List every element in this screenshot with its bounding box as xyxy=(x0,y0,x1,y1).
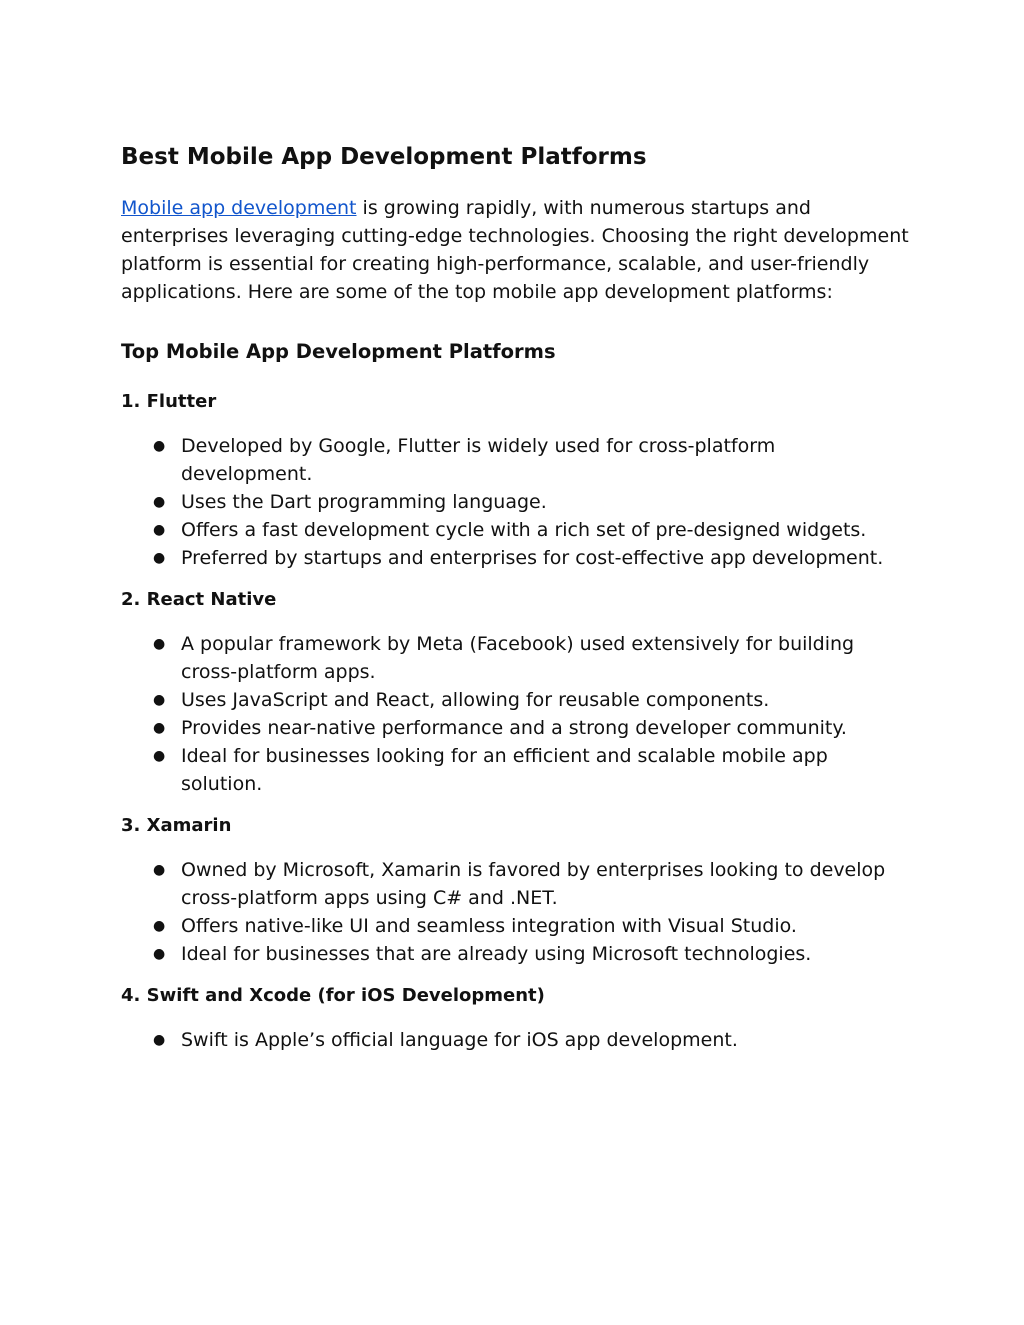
section-heading: 2. React Native xyxy=(121,589,277,610)
bullet-icon: ● xyxy=(153,692,166,708)
bullet-icon: ● xyxy=(153,946,166,962)
section-swift-xcode xyxy=(121,976,911,1054)
list-item-text: Uses the Dart programming language. xyxy=(181,491,547,513)
list-item-text: Owned by Microsoft, Xamarin is favored by enterprises looking to develop cross-platform apps using C# and .NET. xyxy=(181,859,886,909)
list-item-text: Preferred by startups and enterprises for cost-effective app development. xyxy=(181,547,884,569)
list-item-text: Offers native-like UI and seamless integration with Visual Studio. xyxy=(181,915,797,937)
document-page xyxy=(121,130,911,1054)
list-item xyxy=(121,742,911,798)
list-item xyxy=(121,1026,911,1054)
section-flutter xyxy=(121,382,911,572)
section-heading: 3. Xamarin xyxy=(121,815,232,836)
bullet-icon: ● xyxy=(153,438,166,454)
section-react-native xyxy=(121,580,911,798)
page-title: Best Mobile App Development Platforms xyxy=(121,144,647,170)
section-heading: 4. Swift and Xcode (for iOS Development) xyxy=(121,985,545,1006)
intro-text: is growing rapidly, with numerous startups and enterprises leveraging cutting-edge technologies. Choosing the right development platform is essential for creating high-performance, scalable, and user-friendly applications. Here are some of the top mobile app development platforms: xyxy=(121,197,909,303)
mobile-app-development-link[interactable]: Mobile app development xyxy=(121,197,357,219)
bullet-list xyxy=(121,432,911,572)
list-item-text: A popular framework by Meta (Facebook) used extensively for building cross-platform apps. xyxy=(181,633,855,683)
list-item xyxy=(121,516,911,544)
list-item-text: Swift is Apple’s official language for iOS app development. xyxy=(181,1029,738,1051)
section-subtitle: Top Mobile App Development Platforms xyxy=(121,340,556,363)
list-item-text: Offers a fast development cycle with a rich set of pre-designed widgets. xyxy=(181,519,867,541)
bullet-icon: ● xyxy=(153,918,166,934)
list-item xyxy=(121,544,911,572)
bullet-list xyxy=(121,856,911,968)
bullet-icon: ● xyxy=(153,494,166,510)
bullet-icon: ● xyxy=(153,522,166,538)
bullet-icon: ● xyxy=(153,1032,166,1048)
list-item-text: Uses JavaScript and React, allowing for reusable components. xyxy=(181,689,770,711)
section-xamarin xyxy=(121,806,911,968)
bullet-icon: ● xyxy=(153,636,166,652)
list-item xyxy=(121,714,911,742)
bullet-icon: ● xyxy=(153,748,166,764)
bullet-icon: ● xyxy=(153,862,166,878)
bullet-icon: ● xyxy=(153,550,166,566)
list-item-text: Developed by Google, Flutter is widely used for cross-platform development. xyxy=(181,435,776,485)
bullet-icon: ● xyxy=(153,720,166,736)
list-item-text: Ideal for businesses looking for an efficient and scalable mobile app solution. xyxy=(181,745,828,795)
list-item-text: Ideal for businesses that are already using Microsoft technologies. xyxy=(181,943,812,965)
list-item xyxy=(121,432,911,488)
list-item-text: Provides near-native performance and a strong developer community. xyxy=(181,717,847,739)
list-item xyxy=(121,630,911,686)
bullet-list xyxy=(121,1026,911,1054)
list-item xyxy=(121,488,911,516)
list-item xyxy=(121,940,911,968)
list-item xyxy=(121,912,911,940)
list-item xyxy=(121,856,911,912)
section-heading: 1. Flutter xyxy=(121,391,217,412)
intro-paragraph xyxy=(121,194,911,306)
list-item xyxy=(121,686,911,714)
bullet-list xyxy=(121,630,911,798)
